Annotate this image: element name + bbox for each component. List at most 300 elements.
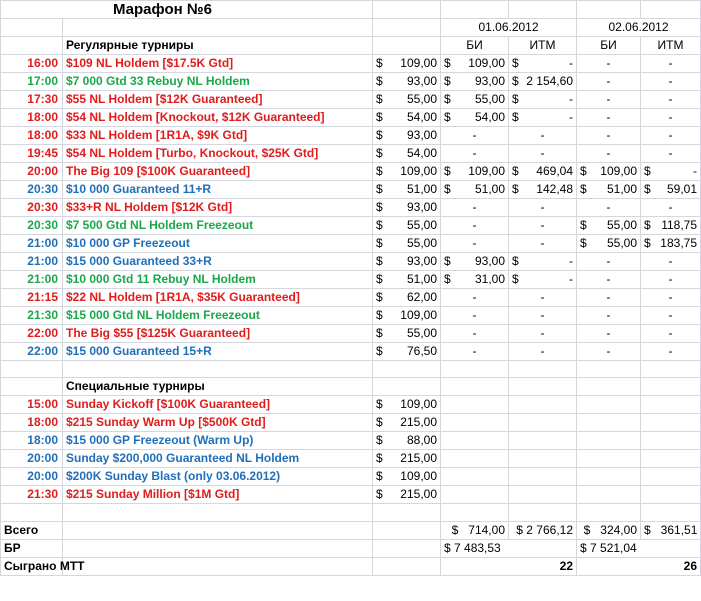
amount: 215,00 [400,415,437,430]
empty-cell[interactable] [441,468,509,486]
empty-cell[interactable] [641,432,701,450]
date-1[interactable]: 01.06.2012 [441,19,577,37]
empty-cell[interactable] [63,539,373,557]
day2-bi-cell[interactable]: - [577,55,641,73]
amount: 93,00 [474,254,505,268]
amount: 93,00 [474,74,505,88]
tournament-name[interactable]: $15 000 GP Freezeout (Warm Up) [63,432,373,450]
empty-cell[interactable] [577,504,641,521]
tournament-name[interactable]: $215 Sunday Warm Up [$500K Gtd] [63,414,373,432]
currency-sign: $ [376,92,383,106]
day1-bi-cell[interactable] [441,73,509,91]
empty-cell[interactable] [509,486,577,504]
currency-sign: $ [512,110,519,124]
played-label[interactable]: Сыграно МТТ [1,557,63,575]
table-row [1,414,701,432]
currency-sign: $ [580,164,587,178]
tournament-time[interactable]: 20:00 [1,163,63,181]
day1-bi-cell[interactable]: - [441,343,509,361]
day2-itm-cell[interactable]: - [641,253,701,271]
amount: - [693,164,697,178]
tournament-time[interactable]: 20:30 [1,217,63,235]
table-row [1,145,701,163]
amount: 109,00 [468,164,505,178]
currency-sign: $ [444,110,451,124]
day2-itm-cell[interactable]: - [641,55,701,73]
day2-itm-cell[interactable]: - [641,343,701,361]
amount: - [569,92,573,106]
currency-sign: $ [512,74,519,88]
day1-itm-cell[interactable]: - [509,343,577,361]
sheet-title[interactable]: Марафон №6 [1,1,373,19]
day1-itm-cell[interactable] [509,73,577,91]
tournament-time[interactable]: 22:00 [1,343,63,361]
day1-bi-cell[interactable] [441,55,509,73]
day2-bi-cell[interactable] [577,235,641,253]
tournament-name[interactable]: $200K Sunday Blast (only 03.06.2012) [63,468,373,486]
tournament-time[interactable]: 18:00 [1,127,63,145]
table-row [1,432,701,450]
day1-itm-cell[interactable] [509,181,577,199]
empty-cell[interactable] [441,396,509,414]
empty-cell[interactable] [577,361,641,378]
tournament-name[interactable]: $15 000 Guaranteed 33+R [63,253,373,271]
currency-sign: $ [444,254,451,268]
tournament-name[interactable]: The Big $55 [$125K Guaranteed] [63,325,373,343]
empty-cell[interactable] [577,414,641,432]
currency-sign: $ [580,218,587,232]
buyin-cell[interactable] [373,145,441,163]
sheet-body [1,1,701,576]
empty-cell[interactable] [441,432,509,450]
day1-itm-cell[interactable]: - [509,307,577,325]
tournament-name[interactable]: The Big 109 [$100K Guaranteed] [63,163,373,181]
amount: 93,00 [406,74,437,88]
buyin-cell[interactable] [373,432,441,450]
amount: 109,00 [400,308,437,322]
empty-cell[interactable] [509,504,577,521]
amount: 62,00 [406,290,437,304]
buyin-cell[interactable] [373,199,441,217]
section-special[interactable]: Специальные турниры [63,378,373,396]
day2-bi-cell[interactable]: - [577,199,641,217]
day1-bi-cell[interactable]: - [441,289,509,307]
day2-bi-cell[interactable]: - [577,127,641,145]
amount: 2 154,60 [526,74,573,88]
empty-cell[interactable] [441,378,509,396]
empty-cell[interactable] [641,361,701,378]
currency-sign: $ [376,433,383,448]
empty-cell[interactable] [441,450,509,468]
tournament-time[interactable]: 20:00 [1,468,63,486]
day1-itm-cell[interactable]: - [509,235,577,253]
amount: 109,00 [400,164,437,178]
day2-bi-cell[interactable]: - [577,271,641,289]
empty-cell[interactable] [63,521,373,539]
tournament-name[interactable]: Sunday $200,000 Guaranteed NL Holdem [63,450,373,468]
tournament-time[interactable]: 16:00 [1,55,63,73]
day2-bi-cell[interactable]: - [577,145,641,163]
buyin-cell[interactable] [373,55,441,73]
empty-cell[interactable] [641,396,701,414]
empty-cell[interactable] [509,450,577,468]
currency-sign: $ [376,415,383,430]
buyin-cell[interactable] [373,486,441,504]
amount: 54,00 [406,146,437,160]
buyin-cell[interactable] [373,91,441,109]
day2-bi-cell[interactable]: - [577,91,641,109]
day1-itm-cell[interactable] [509,109,577,127]
day1-bi-cell[interactable]: - [441,217,509,235]
table-row [1,91,701,109]
table-row [1,235,701,253]
table-row [1,199,701,217]
empty-cell[interactable] [577,486,641,504]
day2-itm-cell[interactable]: - [641,109,701,127]
currency-sign: $ [376,56,383,70]
table-row [1,181,701,199]
tournament-time[interactable]: 21:00 [1,235,63,253]
currency-sign: $ [376,487,383,502]
day2-bi-cell[interactable] [577,217,641,235]
currency-sign: $ [376,110,383,124]
currency-sign: $ [644,218,651,232]
bankroll-label[interactable]: БР [1,539,63,557]
currency-sign: $ [376,254,383,268]
tournament-name[interactable]: $7 500 Gtd NL Holdem Freezeout [63,217,373,235]
date-2[interactable]: 02.06.2012 [577,19,701,37]
day1-itm-cell[interactable] [509,91,577,109]
tournament-time[interactable]: 19:45 [1,145,63,163]
day2-bi-cell[interactable]: - [577,253,641,271]
bankroll-day1[interactable]: $ 7 483,53 [441,539,577,557]
table-row [1,253,701,271]
currency-sign: $ [444,272,451,286]
day1-bi-cell[interactable] [441,91,509,109]
empty-cell[interactable] [577,468,641,486]
empty-cell[interactable] [1,504,63,521]
empty-cell[interactable] [641,378,701,396]
empty-cell[interactable] [577,432,641,450]
buyin-cell[interactable] [373,163,441,181]
tournament-time[interactable]: 21:15 [1,289,63,307]
amount: 76,50 [406,344,437,358]
day2-itm-cell[interactable]: - [641,271,701,289]
amount: 109,00 [400,397,437,412]
table-row [1,55,701,73]
currency-sign: $ [512,56,519,70]
col-header-itm-2[interactable]: ИТМ [641,37,701,55]
played-day1[interactable]: 22 [441,557,577,575]
tournament-time[interactable]: 21:00 [1,253,63,271]
empty-cell[interactable] [373,557,441,575]
buyin-cell[interactable] [373,414,441,432]
day2-itm-cell[interactable] [641,235,701,253]
buyin-cell[interactable] [373,217,441,235]
table-row [1,307,701,325]
tournament-time[interactable]: 17:30 [1,91,63,109]
empty-cell[interactable] [641,486,701,504]
date-row [1,19,701,37]
tournament-time[interactable]: 22:00 [1,325,63,343]
empty-cell[interactable] [577,450,641,468]
currency-sign: $ [444,74,451,88]
currency-sign: $ [580,236,587,250]
day2-itm-cell[interactable]: - [641,325,701,343]
day1-itm-cell[interactable]: - [509,325,577,343]
tournament-time[interactable]: 21:30 [1,307,63,325]
tournament-time[interactable]: 18:00 [1,432,63,450]
day1-bi-cell[interactable]: - [441,307,509,325]
tournament-name[interactable]: $54 NL Holdem [Turbo, Knockout, $25K Gtd] [63,145,373,163]
day1-bi-cell[interactable]: - [441,127,509,145]
day2-itm-cell[interactable] [641,217,701,235]
tournament-name[interactable]: Sunday Kickoff [$100K Guaranteed] [63,396,373,414]
day2-itm-cell[interactable]: - [641,91,701,109]
tournament-time[interactable]: 20:30 [1,199,63,217]
bankroll-day2[interactable]: $ 7 521,04 [577,539,701,557]
total-d1-itm[interactable]: $ 2 766,12 [509,521,577,539]
table-row [1,163,701,181]
amount: - [569,254,573,268]
currency-sign: $ [376,326,383,340]
table-row [1,468,701,486]
day1-bi-cell[interactable] [441,253,509,271]
tournament-time[interactable]: 15:00 [1,396,63,414]
day1-bi-cell[interactable] [441,163,509,181]
empty-cell[interactable] [441,486,509,504]
tournament-name[interactable]: $33 NL Holdem [1R1A, $9K Gtd] [63,127,373,145]
buyin-cell[interactable] [373,396,441,414]
buyin-cell[interactable] [373,235,441,253]
table-row [1,217,701,235]
day2-itm-cell[interactable]: - [641,127,701,145]
empty-cell[interactable] [373,539,441,557]
buyin-cell[interactable] [373,343,441,361]
day1-itm-cell[interactable]: - [509,145,577,163]
currency-sign: $ [444,164,451,178]
empty-cell[interactable] [509,432,577,450]
amount: 109,00 [468,56,505,70]
tournament-time[interactable]: 18:00 [1,109,63,127]
empty-cell[interactable] [373,378,441,396]
empty-cell[interactable] [63,557,373,575]
empty-cell[interactable] [509,396,577,414]
currency-sign: $ [376,128,383,142]
empty-cell[interactable] [577,378,641,396]
amount: 31,00 [474,272,505,286]
buyin-cell[interactable] [373,181,441,199]
empty-cell[interactable] [441,414,509,432]
tournament-time[interactable]: 18:00 [1,414,63,432]
day2-itm-cell[interactable]: - [641,145,701,163]
day1-bi-cell[interactable]: - [441,199,509,217]
day1-itm-cell[interactable] [509,55,577,73]
currency-sign: $ [376,146,383,160]
day2-itm-cell[interactable]: - [641,199,701,217]
amount: 215,00 [400,487,437,502]
day1-bi-cell[interactable] [441,271,509,289]
buyin-cell[interactable] [373,253,441,271]
day1-bi-cell[interactable]: - [441,235,509,253]
col-header-itm-1[interactable]: ИТМ [509,37,577,55]
day2-bi-cell[interactable]: - [577,109,641,127]
day2-bi-cell[interactable]: - [577,325,641,343]
table-row [1,271,701,289]
played-row [1,557,701,575]
tournament-time[interactable]: 21:00 [1,271,63,289]
day1-itm-cell[interactable] [509,271,577,289]
amount: 142,48 [536,182,573,196]
day1-itm-cell[interactable]: - [509,127,577,145]
day1-itm-cell[interactable]: - [509,217,577,235]
amount: 88,00 [406,433,437,448]
empty-cell[interactable] [641,468,701,486]
tournament-name[interactable]: $54 NL Holdem [Knockout, $12K Guaranteed] [63,109,373,127]
tournament-time[interactable]: 21:30 [1,486,63,504]
day1-itm-cell[interactable]: - [509,199,577,217]
day2-itm-cell[interactable] [641,163,701,181]
total-d1-bi[interactable]: $ 714,00 [441,521,509,539]
table-row [1,73,701,91]
buyin-cell[interactable] [373,289,441,307]
currency-sign: $ [644,236,651,250]
amount: 59,01 [666,182,697,196]
tournament-time[interactable]: 20:00 [1,450,63,468]
section-regular[interactable]: Регулярные турниры [63,37,373,55]
col-header-bi-1[interactable]: БИ [441,37,509,55]
amount: 118,75 [661,218,697,232]
buyin-cell[interactable] [373,450,441,468]
day1-bi-cell[interactable]: - [441,145,509,163]
tournament-name[interactable]: $33+R NL Holdem [$12K Gtd] [63,199,373,217]
amount: 215,00 [400,451,437,466]
amount: 183,75 [660,236,697,250]
day2-bi-cell[interactable] [577,181,641,199]
tournament-name[interactable]: $10 000 Gtd 11 Rebuy NL Holdem [63,271,373,289]
bankroll-row [1,539,701,557]
currency-sign: $ [376,272,383,286]
buyin-cell[interactable] [373,73,441,91]
amount: 55,00 [406,92,437,106]
totals-label[interactable]: Всего [1,521,63,539]
empty-cell[interactable] [373,361,441,378]
buyin-cell[interactable] [373,307,441,325]
tournament-name[interactable]: $15 000 Guaranteed 15+R [63,343,373,361]
currency-sign: $ [512,164,519,178]
day1-bi-cell[interactable]: - [441,325,509,343]
currency-sign: $ [376,218,383,232]
day2-bi-cell[interactable]: - [577,73,641,91]
day2-itm-cell[interactable]: - [641,73,701,91]
empty-cell[interactable] [641,504,701,521]
day2-itm-cell[interactable] [641,181,701,199]
amount: 51,00 [474,182,505,196]
section-header-row [1,378,701,396]
amount: 55,00 [474,92,505,106]
amount: 51,00 [606,182,637,196]
table-row [1,127,701,145]
amount: 109,00 [400,56,437,70]
buyin-cell[interactable] [373,109,441,127]
amount: 93,00 [406,254,437,268]
tournament-name[interactable]: $109 NL Holdem [$17.5K Gtd] [63,55,373,73]
tournament-name[interactable]: $15 000 Gtd NL Holdem Freezeout [63,307,373,325]
buyin-cell[interactable] [373,325,441,343]
day2-itm-cell[interactable]: - [641,289,701,307]
day1-itm-cell[interactable]: - [509,289,577,307]
tournament-name[interactable]: $10 000 GP Freezeout [63,235,373,253]
empty-cell[interactable] [1,378,63,396]
total-d2-itm[interactable]: $ 361,51 [641,521,701,539]
amount: 109,00 [600,164,637,178]
empty-cell[interactable] [63,504,373,521]
tournament-time[interactable]: 17:00 [1,73,63,91]
day2-bi-cell[interactable]: - [577,289,641,307]
empty-cell[interactable] [441,361,509,378]
empty-cell[interactable] [509,378,577,396]
amount: 55,00 [406,236,437,250]
tournament-name[interactable]: $215 Sunday Million [$1M Gtd] [63,486,373,504]
table-row [1,486,701,504]
empty-cell[interactable] [641,414,701,432]
played-day2[interactable]: 26 [577,557,701,575]
empty-cell[interactable] [441,504,509,521]
day1-itm-cell[interactable] [509,163,577,181]
tournament-name[interactable]: $10 000 Guaranteed 11+R [63,181,373,199]
table-row [1,109,701,127]
amount: 51,00 [406,182,437,196]
empty-cell[interactable] [509,414,577,432]
tournament-name[interactable]: $7 000 Gtd 33 Rebuy NL Holdem [63,73,373,91]
empty-cell[interactable] [509,468,577,486]
empty-cell[interactable] [373,521,441,539]
currency-sign: $ [376,397,383,412]
empty-cell[interactable] [577,396,641,414]
blank-row [1,504,701,521]
day1-bi-cell[interactable] [441,109,509,127]
empty-cell[interactable] [1,361,63,378]
day1-bi-cell[interactable] [441,181,509,199]
buyin-cell[interactable] [373,271,441,289]
col-header-bi-2[interactable]: БИ [577,37,641,55]
day1-itm-cell[interactable] [509,253,577,271]
header-row [1,37,701,55]
amount: 93,00 [406,128,437,142]
empty-cell[interactable] [373,504,441,521]
tournament-name[interactable]: $55 NL Holdem [$12K Guaranteed] [63,91,373,109]
amount: 54,00 [474,110,505,124]
empty-cell[interactable] [63,361,373,378]
currency-sign: $ [376,182,383,196]
day2-bi-cell[interactable]: - [577,343,641,361]
title-row [1,1,701,19]
currency-sign: $ [376,469,383,484]
amount: 55,00 [606,218,637,232]
tournament-name[interactable]: $22 NL Holdem [1R1A, $35K Guaranteed] [63,289,373,307]
empty-cell[interactable] [509,361,577,378]
day2-bi-cell[interactable] [577,163,641,181]
buyin-cell[interactable] [373,468,441,486]
empty-cell[interactable] [641,450,701,468]
amount: 55,00 [606,236,637,250]
tournament-time[interactable]: 20:30 [1,181,63,199]
currency-sign: $ [376,74,383,88]
buyin-cell[interactable] [373,127,441,145]
total-d2-bi[interactable]: $ 324,00 [577,521,641,539]
day2-bi-cell[interactable]: - [577,307,641,325]
day2-itm-cell[interactable]: - [641,307,701,325]
